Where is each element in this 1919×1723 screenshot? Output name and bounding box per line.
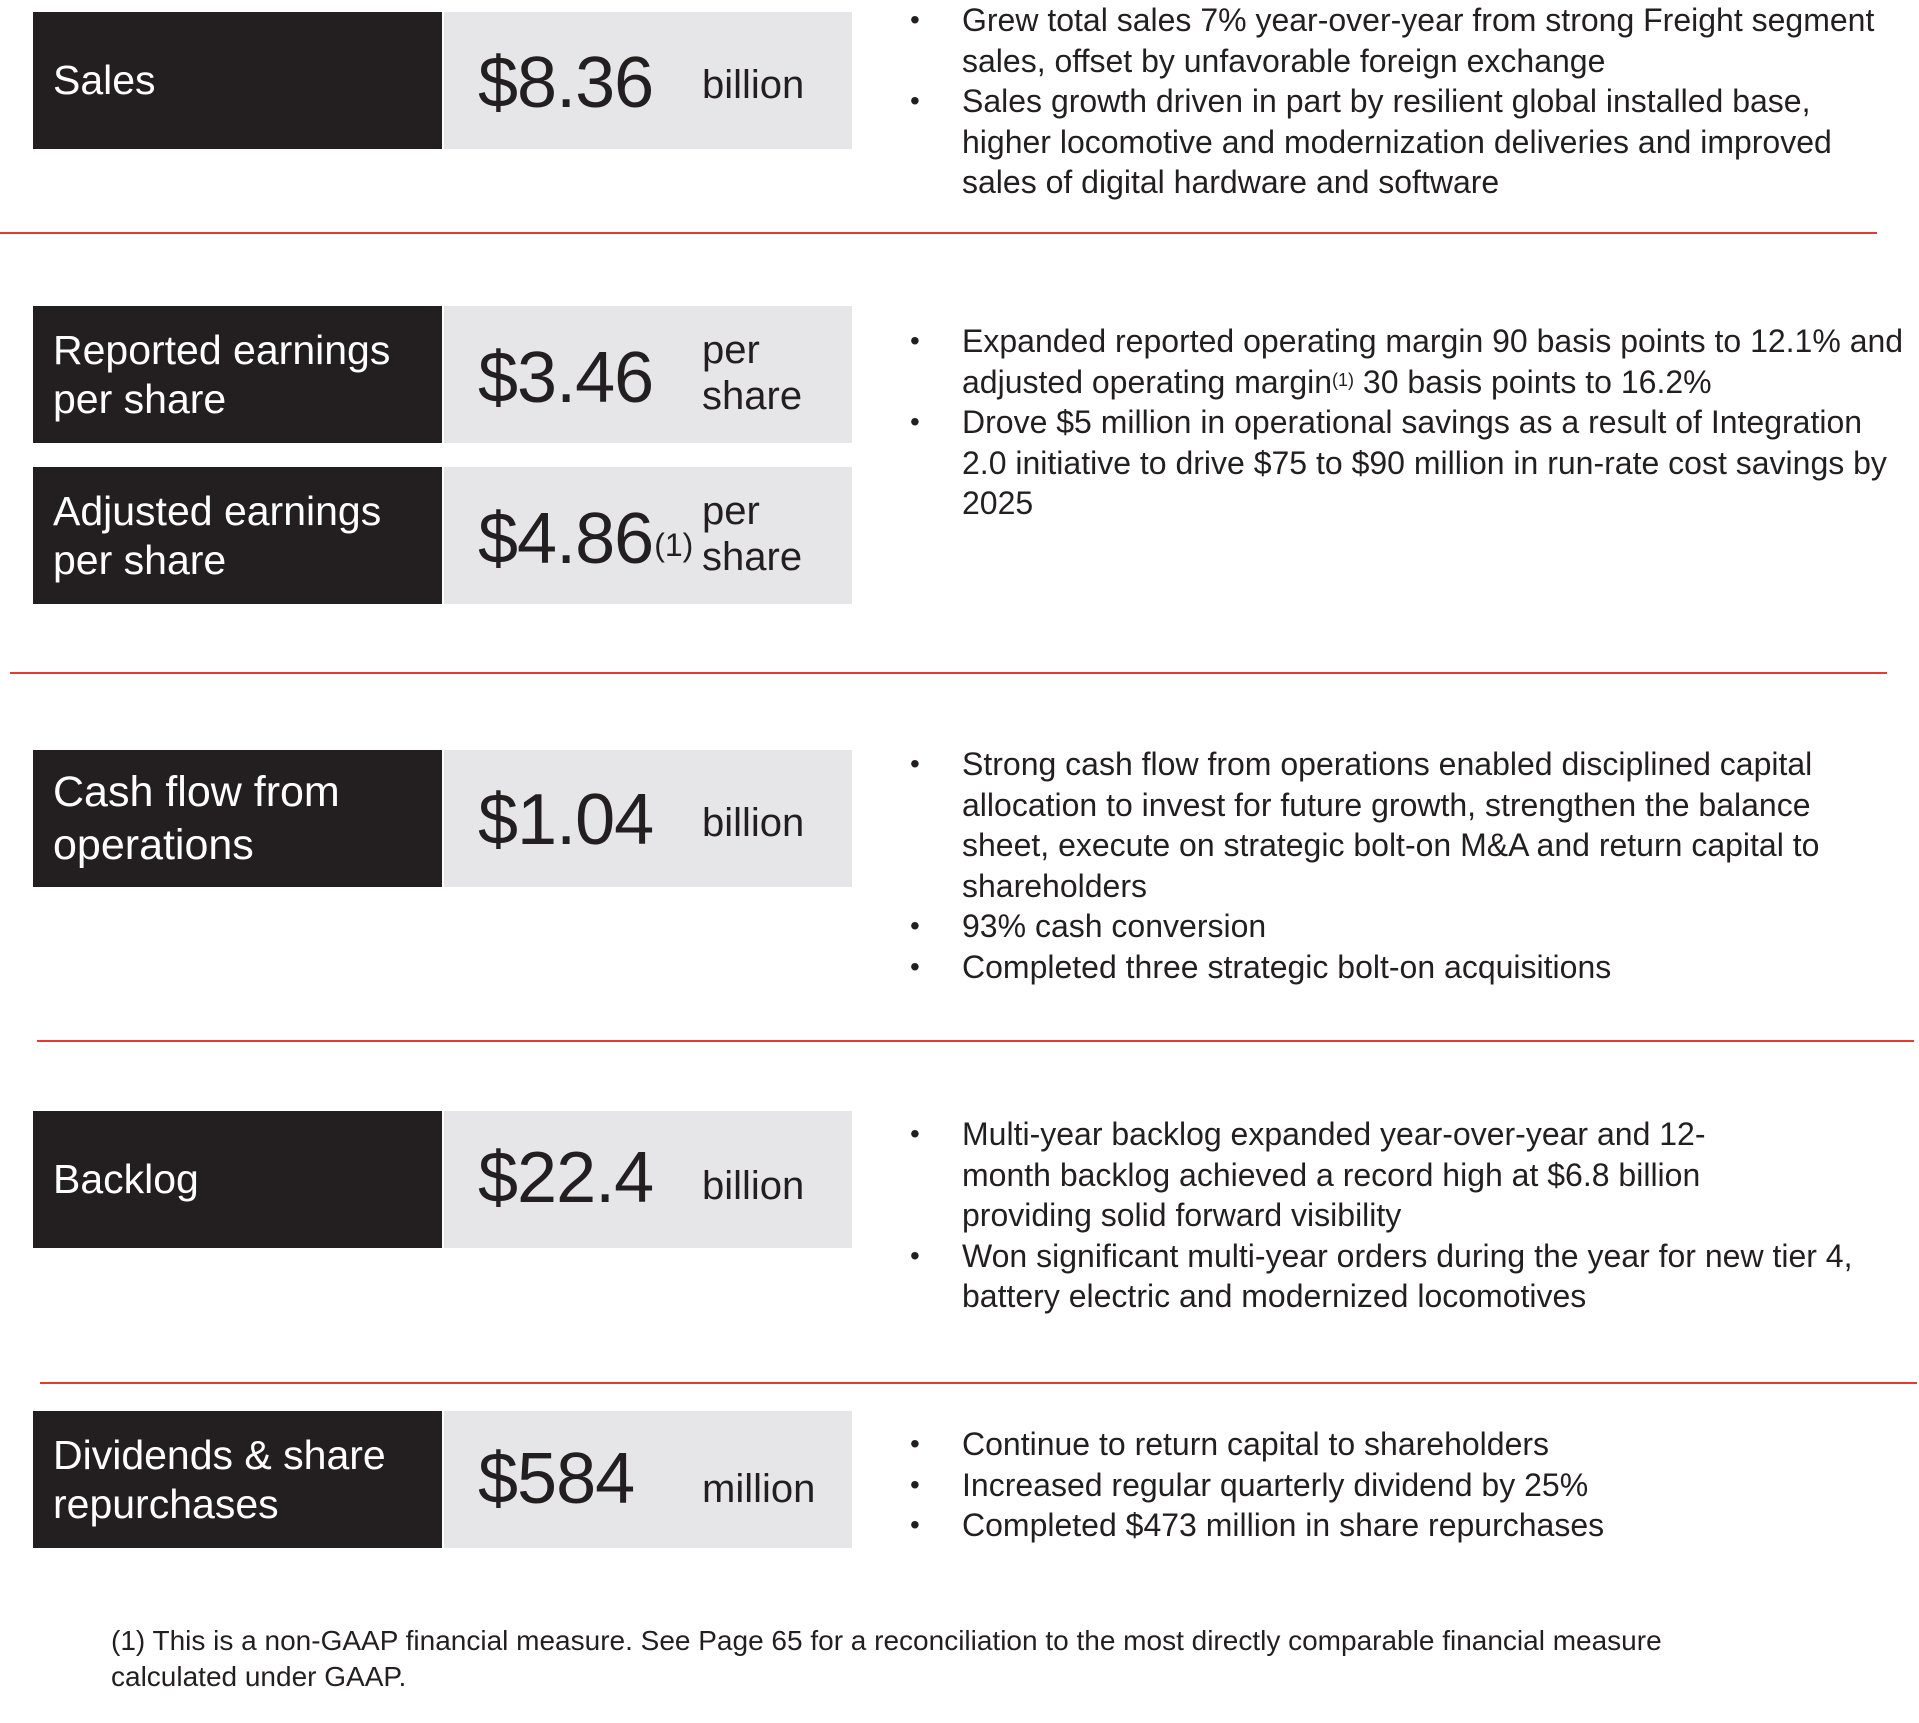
adjusted-eps-label [33, 467, 442, 604]
backlog-value-box [444, 1111, 852, 1248]
list-item: • Drove $5 million in operational savings as a result of Integration 2.0 initiative to drive $75 to $90 million in run-rate cost savings by 2025 [910, 404, 1887, 521]
dividends-unit: million [702, 1467, 816, 1511]
reported-eps-value: $3.46 [478, 338, 654, 418]
cash-flow-unit: billion [702, 801, 805, 845]
section-divider [37, 1040, 1914, 1042]
list-item: • Completed three strategic bolt-on acquisitions [900, 947, 1905, 988]
section-divider [0, 232, 1877, 234]
sales-value: $8.36 [478, 43, 654, 123]
dividends-label [33, 1411, 442, 1548]
cash-flow-value: $1.04 [478, 780, 654, 860]
list-item: • Completed $473 million in share repurchases [900, 1505, 1905, 1546]
reported-eps-label [33, 306, 442, 443]
cash-flow-label [33, 750, 442, 887]
adjusted-eps-value [478, 499, 693, 579]
list-item: • Strong cash flow from operations enabled disciplined capital allocation to invest for future growth, strengthen the balance sheet, execute on strategic bolt-on M&A and return capital to shareholders [910, 746, 1820, 904]
bullet-icon: • [910, 1118, 920, 1149]
list-item: • Expanded reported operating margin 90 basis points to 12.1% and adjusted operating margin$^{(1)}$ 30 basis points to 16.2% [910, 323, 1904, 400]
reported-eps-value-box [444, 306, 852, 443]
sales-label [33, 12, 442, 149]
footnote-marker: (1) [1332, 369, 1355, 390]
bullet-icon: • [910, 748, 920, 779]
bullet-icon: • [910, 85, 920, 116]
dividends-bullets [900, 1424, 1905, 1546]
list-item: • Increased regular quarterly dividend by 25% [900, 1465, 1905, 1506]
adjusted-eps-value-box [444, 467, 852, 604]
sales-bullets [900, 0, 1905, 203]
sales-unit: billion [702, 63, 805, 107]
list-item: • Continue to return capital to shareholders [900, 1424, 1905, 1465]
footnote: (1) This is a non-GAAP financial measure. See Page 65 for a reconciliation to the most directly comparable financial measure calculated under GAAP. [111, 1625, 1662, 1692]
eps-bullets [900, 321, 1905, 524]
bullet-icon: • [910, 910, 920, 941]
reported-eps-label-text: Reported earnings per share [53, 326, 391, 422]
adjusted-eps-value-text: $4.86 [478, 499, 654, 579]
list-item: • Multi-year backlog expanded year-over-year and 12-month backlog achieved a record high at $6.8 billion providing solid forward visibility [910, 1116, 1706, 1233]
adjusted-eps-label-text: Adjusted earnings per share [53, 487, 382, 583]
dividends-label-text: Dividends & share repurchases [53, 1431, 386, 1527]
list-item: • Won significant multi-year orders during the year for new tier 4, battery electric and modernized locomotives [910, 1237, 1853, 1314]
backlog-value: $22.4 [478, 1138, 654, 1218]
bullet-icon: • [910, 1468, 920, 1500]
sales-label-text: Sales [53, 57, 156, 103]
sales-value-box [444, 12, 852, 149]
reported-eps-unit: per share [702, 328, 803, 418]
bullet-icon: • [910, 4, 920, 35]
section-divider [40, 1382, 1917, 1384]
footnote-marker: (1) [654, 527, 694, 563]
list-item: • 93% cash conversion [900, 906, 1905, 947]
section-divider [10, 672, 1887, 674]
bullet-icon: • [910, 406, 920, 437]
bullet-icon: • [910, 950, 920, 982]
cash-flow-bullets [900, 744, 1905, 987]
dividends-value-box [444, 1411, 852, 1548]
backlog-bullets [900, 1114, 1905, 1317]
dividends-value: $584 [478, 1439, 635, 1519]
cash-flow-value-box [444, 750, 852, 887]
bullet-icon: • [910, 1239, 920, 1271]
backlog-unit: billion [702, 1164, 805, 1208]
bullet-icon: • [910, 1428, 920, 1459]
backlog-label-text: Backlog [53, 1156, 199, 1202]
list-item: • Grew total sales 7% year-over-year from strong Freight segment sales, offset by unfavorable foreign exchange [910, 2, 1875, 79]
adjusted-eps-unit: per share [702, 489, 803, 579]
backlog-label [33, 1111, 442, 1248]
list-item: • Sales growth driven in part by resilient global installed base, higher locomotive and modernization deliveries and improved sales of digital hardware and software [910, 83, 1832, 200]
cash-flow-label-text: Cash flow from operations [53, 767, 340, 869]
bullet-icon: • [910, 325, 920, 356]
bullet-icon: • [910, 1509, 920, 1540]
